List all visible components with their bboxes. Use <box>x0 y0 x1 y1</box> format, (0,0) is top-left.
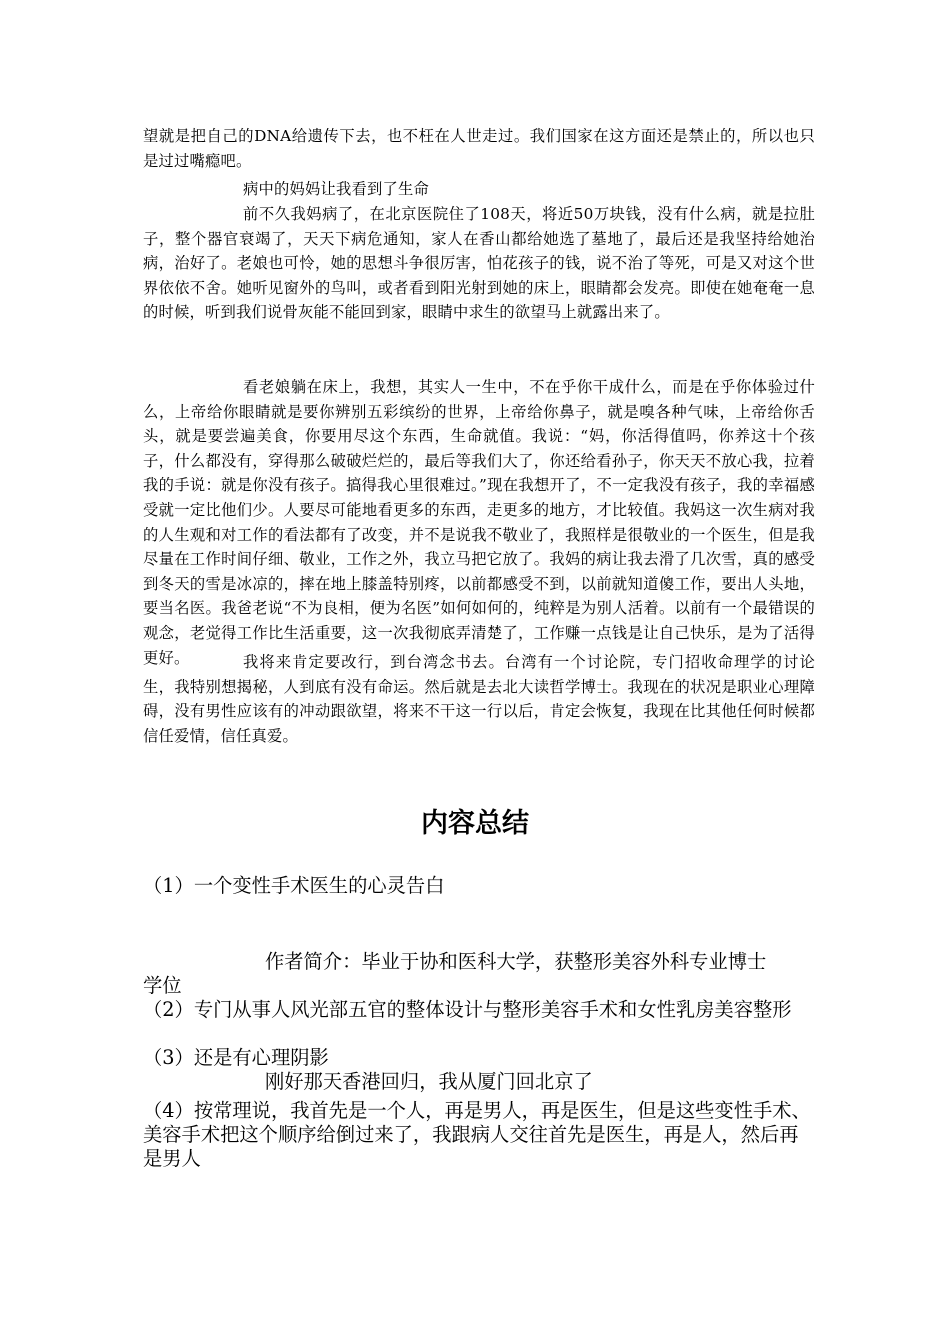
summary-item-1 <box>143 874 815 898</box>
author-intro-line-2: 学位 <box>143 974 182 997</box>
section-heading-text: 病中的妈妈让我看到了生命 <box>243 180 429 198</box>
paragraph-text: 看老娘躺在床上，我想，其实人一生中，不在乎你干成什么，而是在乎你体验过什么，上帝给你眼睛就是要你辨别五彩缤纷的世界，上帝给你鼻子，就是嗅各种气味，上帝给你舌头，就是要尝遍美食，你要用尽这个东西，生命就值。我说：“妈，你活得值吗，你养这十个孩子，什么都没有，穿得那么破破烂烂的，最后等我们大了，你还给看孙子，你天天不放心我，拉着我的手说：就是你没有孩子。搞得我心里很难过。”现在我想开了，不一定我没有孩子，我的幸福感受就一定比他们少。人要尽可能地看更多的东西，走更多的地方，才比较值。我妈这一次生病对我的人生观和对工作的看法都有了改变，并不是说我不敬业了，我照样是很敬业的一个医生，但是我尽量在工作时间仔细、敬业，工作之外，我立马把它放了。我妈的病让我去滑了几次雪，真的感受到冬天的雪是冰凉的，摔在地上膝盖特别疼，以前都感受不到，以前就知道傻工作，要出人头地，要当名医。我爸老说“不为良相，便为名医”如何如何的，纯粹是为别人活着。以前有一个最错误的观念，老觉得工作比生活重要，这一次我彻底弄清楚了，工作赚一点钱是让自己快乐，是为了活得更好。 <box>143 378 815 667</box>
paragraph-text: 前不久我妈病了，在北京医院住了108天，将近50万块钱，没有什么病，就是拉肚子，整个器官衰竭了，天天下病危通知，家人在香山都给她选了墓地了，最后还是我坚持给她治病，治好了。老娘也可怜，她的思想斗争很厉害，怕花孩子的钱，说不治了等死，可是又对这个世界依依不舍。她听见窗外的鸟叫，或者看到阳光射到她的床上，眼睛都会发亮。即使在她奄奄一息的时候，听到我们说骨灰能不能回到家，眼睛中求生的欲望马上就露出来了。 <box>143 205 815 322</box>
summary-item-text: （1）一个变性手术医生的心灵告白 <box>143 874 445 897</box>
summary-item-text: 刚好那天香港回归，我从厦门回北京了 <box>265 1070 593 1093</box>
author-intro-line-1: 作者简介：毕业于协和医科大学，获整形美容外科专业博士 <box>265 950 767 973</box>
body-paragraph <box>143 124 815 173</box>
section-heading <box>143 177 815 202</box>
paragraph-text: 我将来肯定要改行，到台湾念书去。台湾有一个讨论院，专门招收命理学的讨论生，我特别想揭秘，人到底有没有命运。然后就是去北大读哲学博士。我现在的状况是职业心理障碍，没有男性应该有的冲动跟欲望，将来不干这一行以后，肯定会恢复，我现在比其他任何时候都信任爱情，信任真爱。 <box>143 653 815 745</box>
author-intro <box>143 950 815 998</box>
paragraph-text: 望就是把自己的DNA给遗传下去，也不枉在人世走过。我们国家在这方面还是禁止的，所以也只是过过嘴瘾吧。 <box>143 127 815 170</box>
summary-item-4 <box>143 1099 815 1171</box>
summary-item-text: （4）按常理说，我首先是一个人，再是男人，再是医生，但是这些变性手术、美容手术把这个顺序给倒过来了，我跟病人交往首先是医生，再是人，然后再是男人 <box>143 1099 811 1170</box>
summary-item-2 <box>143 998 815 1022</box>
summary-item-3 <box>143 1046 815 1070</box>
summary-item-3-detail <box>143 1070 815 1094</box>
body-paragraph <box>143 375 815 670</box>
summary-item-text: （3）还是有心理阴影 <box>143 1046 329 1069</box>
body-paragraph <box>143 650 815 748</box>
body-paragraph <box>143 202 815 325</box>
summary-item-text: （2）专门从事人风光部五官的整体设计与整形美容手术和女性乳房美容整形 <box>143 998 792 1021</box>
summary-title: 内容总结 <box>421 808 529 839</box>
